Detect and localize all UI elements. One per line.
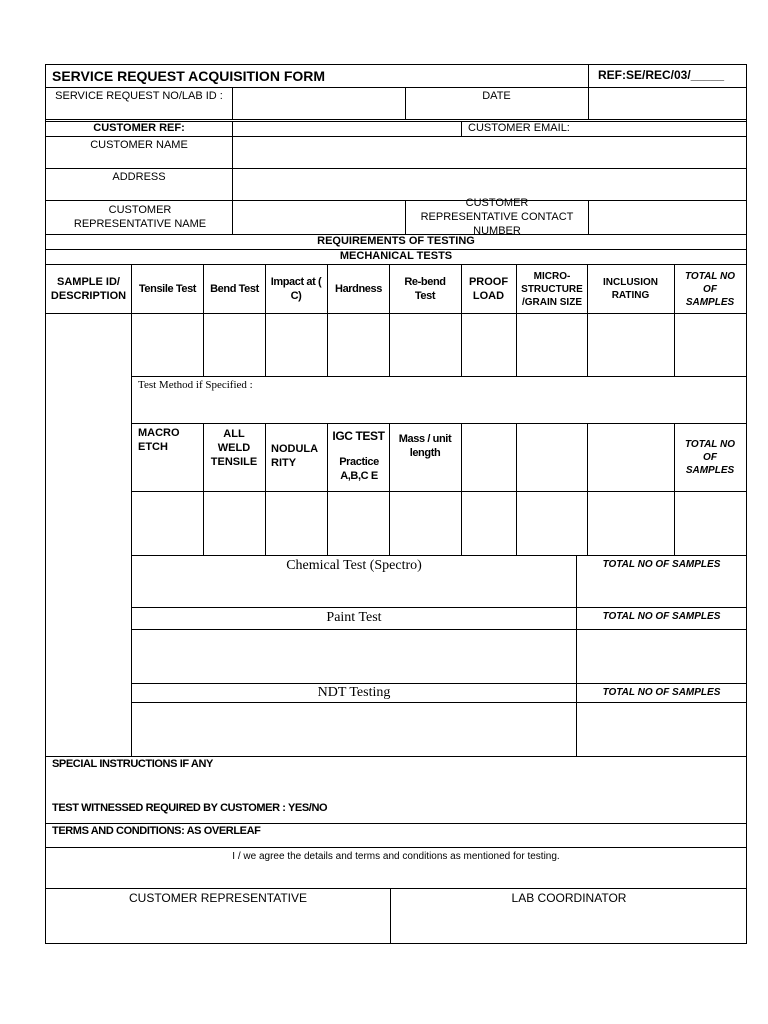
customer-rep-name-field[interactable] [233, 201, 405, 233]
customer-rep-contact-label: CUSTOMER REPRESENTATIVE CONTACT NUMBER [420, 196, 574, 238]
customer-name-label: CUSTOMER NAME [90, 138, 188, 151]
customer-rep-contact-field[interactable] [589, 201, 746, 233]
ndt-total-samples: TOTAL NO OF SAMPLES [602, 686, 721, 698]
lab-coordinator-signature-label: LAB COORDINATOR [511, 891, 627, 906]
paint-total-samples: TOTAL NO OF SAMPLES [602, 610, 721, 622]
mass-unit-length-header: Mass / unit length [398, 432, 452, 459]
mech-entry-row[interactable] [132, 314, 746, 376]
requirements-heading: REQUIREMENTS OF TESTING [317, 235, 475, 248]
total-samples-header: TOTAL NO OF SAMPLES [685, 270, 735, 308]
form-title: SERVICE REQUEST ACQUISITION FORM [52, 67, 326, 84]
test-method-label: Test Method if Specified : [138, 378, 253, 391]
date-field[interactable] [589, 88, 746, 119]
total-samples-header-2: TOTAL NO OF SAMPLES [685, 438, 735, 476]
all-weld-tensile-header: ALL WELD TENSILE [210, 427, 258, 469]
igc-practice-header: Practice A,B,C E [339, 455, 379, 482]
nodularity-header: NODULA RITY [271, 442, 318, 469]
rebend-test-header: Re-bend Test [404, 275, 446, 302]
bend-test-header: Bend Test [210, 282, 259, 295]
second-entry-row[interactable] [132, 492, 746, 554]
chemical-entry-row[interactable] [132, 577, 746, 607]
chemical-total-samples: TOTAL NO OF SAMPLES [602, 558, 721, 570]
customer-rep-signature-label: CUSTOMER REPRESENTATIVE [128, 891, 308, 906]
test-witnessed-label: TEST WITNESSED REQUIRED BY CUSTOMER : YES/NO [52, 802, 328, 815]
inclusion-rating-header: INCLUSION RATING [603, 277, 658, 301]
customer-ref-label: CUSTOMER REF: [93, 122, 185, 135]
chemical-test-label: Chemical Test (Spectro) [286, 557, 422, 573]
hardness-header: Hardness [335, 282, 382, 295]
test-method-field[interactable] [132, 394, 746, 422]
agreement-text: I / we agree the details and terms and conditions as mentioned for testing. [232, 850, 560, 862]
tensile-test-header: Tensile Test [138, 282, 197, 295]
lab-coordinator-signature-field[interactable] [391, 910, 746, 943]
proof-load-header: PROOF LOAD [468, 275, 509, 302]
sample-id-header: SAMPLE ID/ DESCRIPTION [50, 275, 127, 302]
ndt-entry-row[interactable] [132, 703, 746, 755]
customer-rep-name-label: CUSTOMER REPRESENTATIVE NAME [73, 203, 207, 230]
paint-test-label: Paint Test [326, 609, 382, 625]
mechanical-heading: MECHANICAL TESTS [339, 250, 453, 263]
igc-test-header: IGC TEST [332, 429, 385, 444]
date-label: DATE [482, 89, 511, 102]
customer-email-label: CUSTOMER EMAIL: [468, 122, 570, 135]
form-ref: REF:SE/REC/03/_____ [598, 68, 725, 83]
terms-conditions-label: TERMS AND CONDITIONS: AS OVERLEAF [52, 825, 261, 838]
special-instructions-field[interactable] [46, 773, 746, 799]
paint-entry-row[interactable] [132, 630, 746, 682]
service-request-no-label: SERVICE REQUEST NO/LAB ID : [55, 89, 223, 102]
ndt-testing-label: NDT Testing [317, 684, 391, 700]
special-instructions-label: SPECIAL INSTRUCTIONS IF ANY [52, 758, 213, 771]
sample-id-column-field[interactable] [46, 314, 130, 755]
impact-header: Impact at ( C) [270, 275, 322, 302]
customer-rep-signature-field[interactable] [46, 910, 389, 943]
macro-etch-header: MACRO ETCH [138, 427, 180, 454]
customer-name-field[interactable] [233, 137, 746, 168]
customer-ref-field[interactable] [233, 122, 460, 136]
address-label: ADDRESS [112, 170, 166, 183]
microstructure-header: MICRO-STRUCTURE /GRAIN SIZE [521, 270, 583, 308]
service-request-no-field[interactable] [233, 88, 405, 119]
